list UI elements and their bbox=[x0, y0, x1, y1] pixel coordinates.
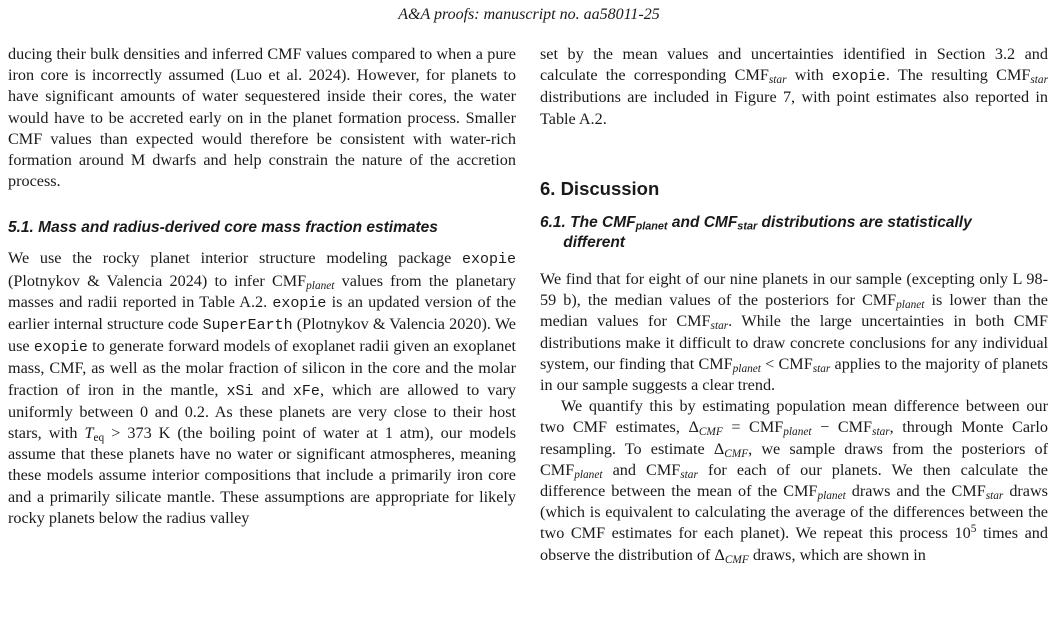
code-exopie: exopie bbox=[272, 294, 327, 312]
section-6-1-heading: 6.1. The $CMF_{planet}$ and $CMF_{star}$ distributions are statistically different bbox=[540, 214, 972, 252]
code-xfe: xFe bbox=[292, 382, 320, 400]
left-column bbox=[8, 44, 516, 529]
paragraph-cmf-star: set by the mean values and uncertainties identified in Section 3.2 and calculate the corresponding $CMF_{star}$ with exopie. The resulting $CMF_{star}$ distributions are included in Figure 7, with point estimates also reported in Table A.2. bbox=[540, 45, 1048, 128]
code-exopie: exopie bbox=[461, 251, 516, 269]
section-6-heading: 6. Discussion bbox=[540, 177, 660, 199]
paragraph-water-accretion: ducing their bulk densities and inferred CMF values compared to when a pure iron core is incorrectly assumed (Luo et al. 2024). However, for planets to have significant amounts of water sequestered inside their cores, the water would have to be accreted early on in the planet formation process. Smaller CMF values than expected would therefore be consistent with water-rich formation around M dwarfs and help constrain the nature of the accretion process. bbox=[8, 45, 516, 191]
running-header: A&A proofs: manuscript no. aa58011-25 bbox=[398, 6, 660, 23]
code-exopie: exopie bbox=[831, 68, 886, 86]
code-exopie: exopie bbox=[33, 339, 88, 357]
code-xsi: xSi bbox=[226, 382, 254, 400]
section-5-1-heading: 5.1. Mass and radius-derived core mass fraction estimates bbox=[8, 219, 438, 237]
paragraph-exopie-method: We use the rocky planet interior structure modeling package exopie (Plotnykov & Valencia 2024) to infer $CMF_{planet}$ values from the planetary masses and radii reported in Table A.2. exopie is an updated version of the earlier internal structure code SuperEarth (Plotnykov & Valencia 2020). We use exopie to generate forward models of exoplanet radii given an exoplanet mass, CMF, as well as the molar fraction of silicon in the core and the molar fraction of iron in the mantle, xSi and xFe, which are allowed to vary uniformly between 0 and 0.2. As these planets are very close to their host stars, with $T_{eq} > 373$ K (the boiling point of water at 1 atm), our models assume that these planets have no water or significant atmospheres, meaning these models assume interior compositions that include a primarily iron core and a primarily silicate mantle. These assumptions are appropriate for likely rocky planets below the radius valley bbox=[8, 249, 517, 527]
paragraph-findings: We find that for eight of our nine planets in our sample (excepting only L 98-59 b), the median values of the posteriors for $CMF_{planet}$ is lower than the median values for $CMF_{star}$. While the large uncertainties in both CMF distributions make it difficult to draw concrete conclusions for any individual system, our finding that $CMF_{planet} < CMF_{star}$ applies to the majority of planets in our sample suggests a clear trend. bbox=[540, 270, 1048, 395]
code-superearth: SuperEarth bbox=[202, 317, 293, 335]
paragraph-monte-carlo: We quantify this by estimating population mean difference between our two CMF estimates, $\Delta_{CMF} = CMF_{planet} - CMF_{star}$, through Monte Carlo resampling. To estimate $\Delta_{CMF}$, we sample draws from the posteriors of $CMF_{planet}$ and $CMF_{star}$ for each of our planets. We then calculate the difference between the mean of the $CMF_{planet}$ draws and the $CMF_{star}$ draws (which is equivalent to calculating the average of the differences between the two CMF estimates for each planet). We repeat this process $10^5$ times and observe the distribution of $\Delta_{CMF}$ draws, which are shown in bbox=[540, 397, 1049, 566]
right-column bbox=[540, 44, 1048, 566]
